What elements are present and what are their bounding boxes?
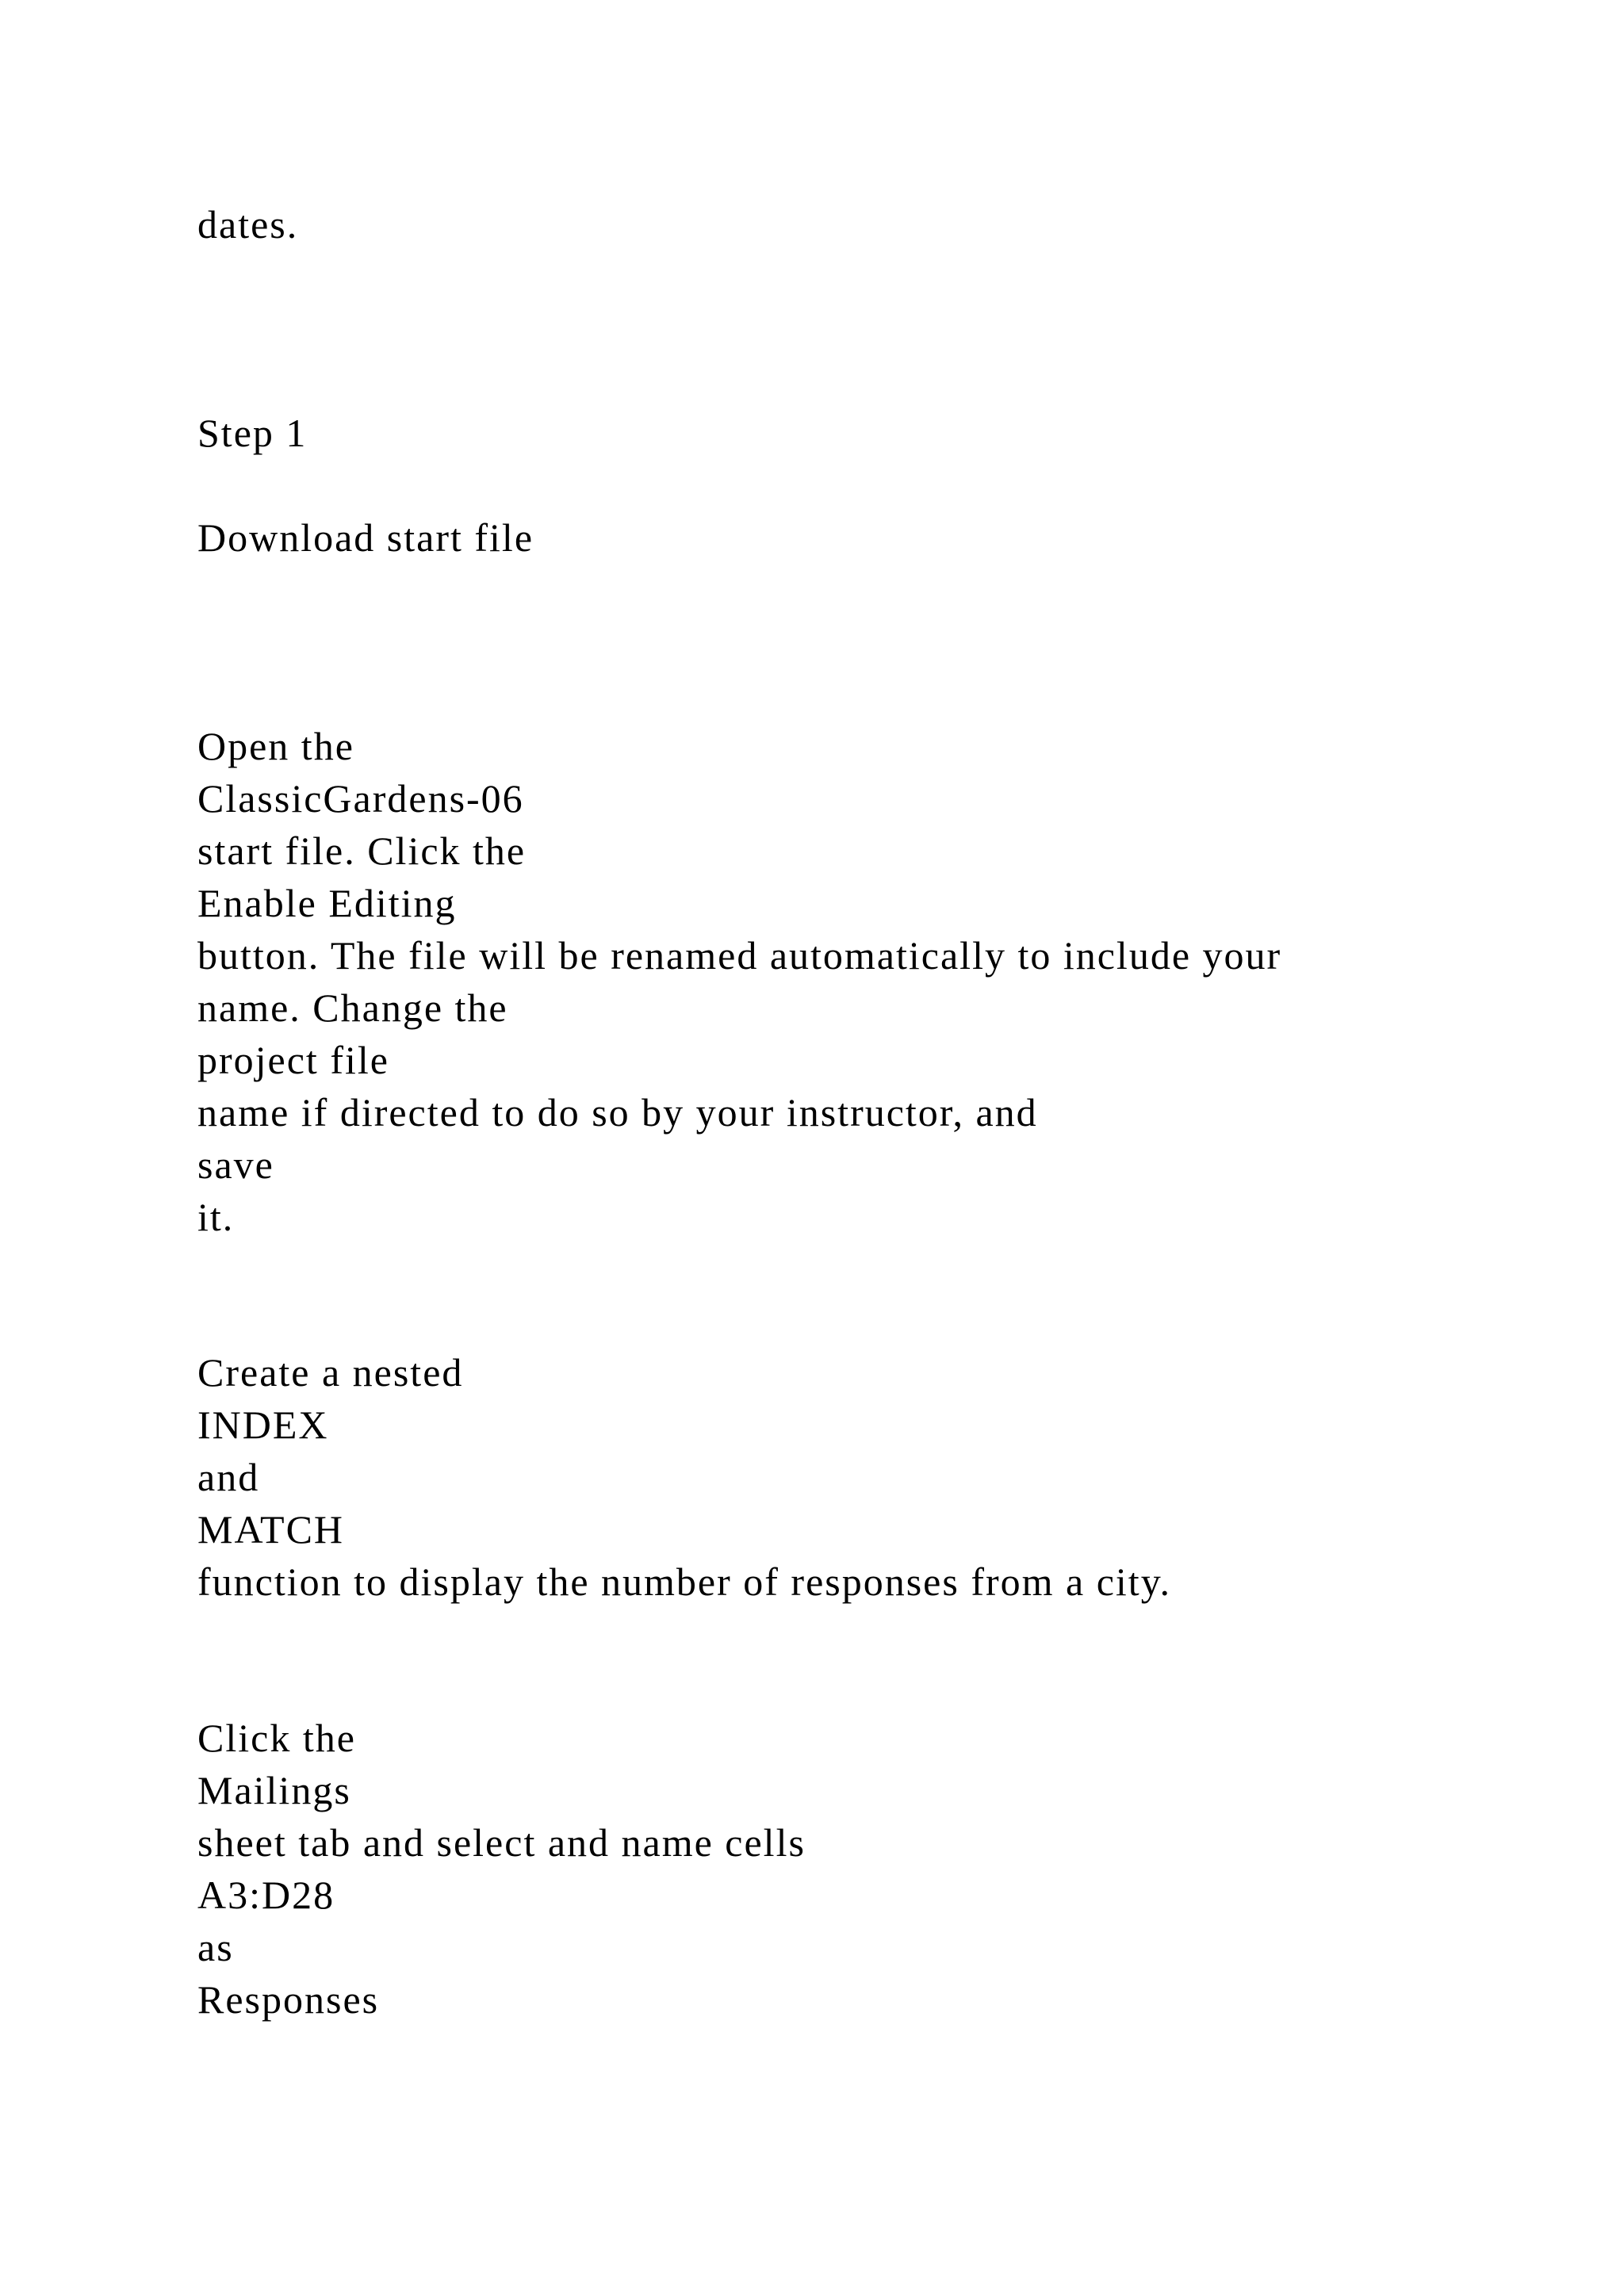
- text-line: name. Change the: [197, 985, 508, 1030]
- text-line: as: [197, 1925, 234, 1969]
- text-line: Download start file: [197, 515, 534, 560]
- text-line: INDEX: [197, 1402, 329, 1447]
- text-line: A3:D28: [197, 1873, 335, 1917]
- text-line: button. The file will be renamed automatically to include your: [197, 933, 1282, 978]
- text-line: Open the: [197, 724, 354, 768]
- text-line: start file. Click the: [197, 828, 527, 873]
- text-line: function to display the number of responses from a city.: [197, 1559, 1171, 1604]
- text-line: project file: [197, 1038, 389, 1082]
- text-line: name if directed to do so by your instructor, and: [197, 1090, 1038, 1135]
- text-line: dates.: [197, 202, 299, 247]
- text-line: Enable Editing: [197, 881, 457, 925]
- text-line: Mailings: [197, 1768, 351, 1812]
- text-line: save: [197, 1142, 274, 1187]
- step-heading: Step 1: [197, 411, 308, 455]
- text-line: it.: [197, 1195, 235, 1239]
- text-line: sheet tab and select and name cells: [197, 1820, 806, 1865]
- text-line: Click the: [197, 1716, 356, 1760]
- text-line: Create a nested: [197, 1350, 464, 1395]
- text-line: MATCH: [197, 1507, 345, 1552]
- text-line: ClassicGardens-06: [197, 776, 524, 821]
- text-line: Responses: [197, 1977, 380, 2022]
- text-line: and: [197, 1455, 260, 1499]
